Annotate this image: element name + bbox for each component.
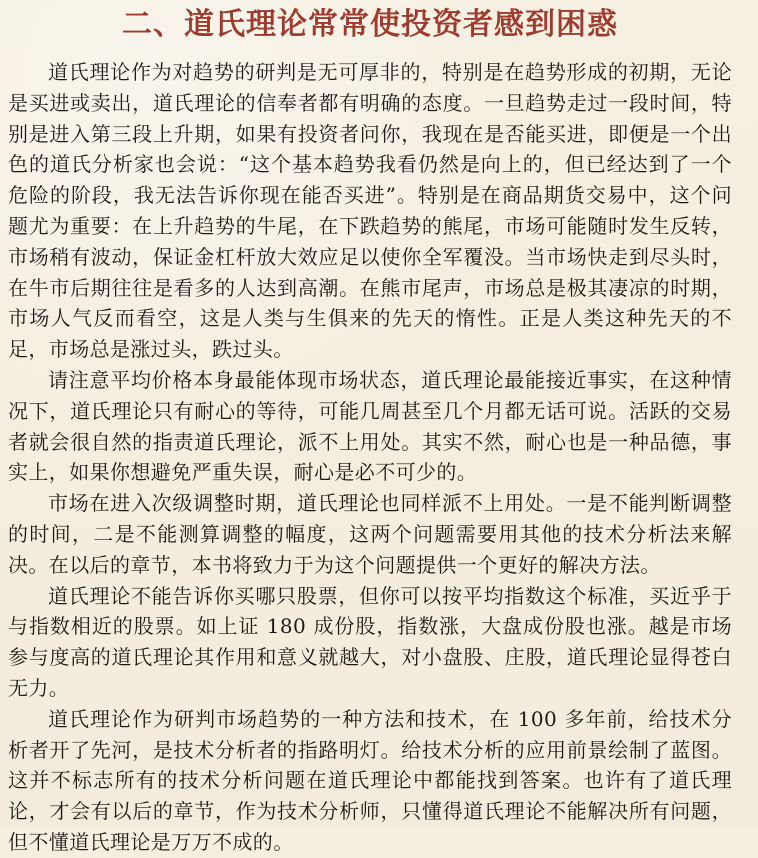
paragraph-2: 请注意平均价格本身最能体现市场状态，道氏理论最能接近事实，在这种情况下，道氏理论只有耐心的等待，可能几周甚至几个月都无话可说。活跃的交易者就会很自然的指责道氏理论，派不上用处。其实不然，耐心也是一种品德，事实上，如果你想避免严重失误，耐心是必不可少的。	[8, 367, 732, 485]
section-title: 二、道氏理论常常使投资者感到困惑	[122, 7, 618, 42]
paragraph-4: 道氏理论不能告诉你买哪只股票，但你可以按平均指数这个标准，买近乎于与指数相近的股票。如上证 180 成份股，指数涨，大盘成份股也涨。越是市场参与度高的道氏理论其作用和意义就越大，对小盘股、庄股，道氏理论显得苍白无力。	[8, 583, 732, 700]
paragraph-3: 市场在进入次级调整时期，道氏理论也同样派不上用处。一是不能判断调整的时间，二是不能测算调整的幅度，这两个问题需要用其他的技术分析法来解决。在以后的章节，本书将致力于为这个问题提供一个更好的解决方法。	[8, 491, 732, 577]
paragraph-5: 道氏理论作为研判市场趋势的一种方法和技术，在 100 多年前，给技术分析者开了先河，是技术分析者的指路明灯。给技术分析的应用前景绘制了蓝图。这并不标志所有的技术分析问题在道氏理论中都能找到答案。也许有了道氏理论，才会有以后的章节，作为技术分析师，只懂得道氏理论不能解决所有问题，但不懂道氏理论是万万不成的。	[8, 706, 732, 854]
paragraph-1: 道氏理论作为对趋势的研判是无可厚非的，特别是在趋势形成的初期，无论是买进或卖出，道氏理论的信奉者都有明确的态度。一旦趋势走过一段时间，特别是进入第三段上升期，如果有投资者问你，我现在是否能买进，即便是一个出色的道氏分析家也会说：“这个基本趋势我看仍然是向上的，但已经达到了一个危险的阶段，我无法告诉你现在能否买进”。特别是在商品期货交易中，这个问题尤为重要：在上升趋势的牛尾，在下跌趋势的熊尾，市场可能随时发生反转，市场稍有波动，保证金杠杆放大效应足以使你全军覆没。当市场快走到尽头时，在牛市后期往往是看多的人达到高潮。在熊市尾声，市场总是极其凄凉的时期，市场人气反而看空，这是人类与生俱来的先天的惰性。正是人类这种先天的不足，市场总是涨过头，跌过头。	[8, 60, 732, 362]
